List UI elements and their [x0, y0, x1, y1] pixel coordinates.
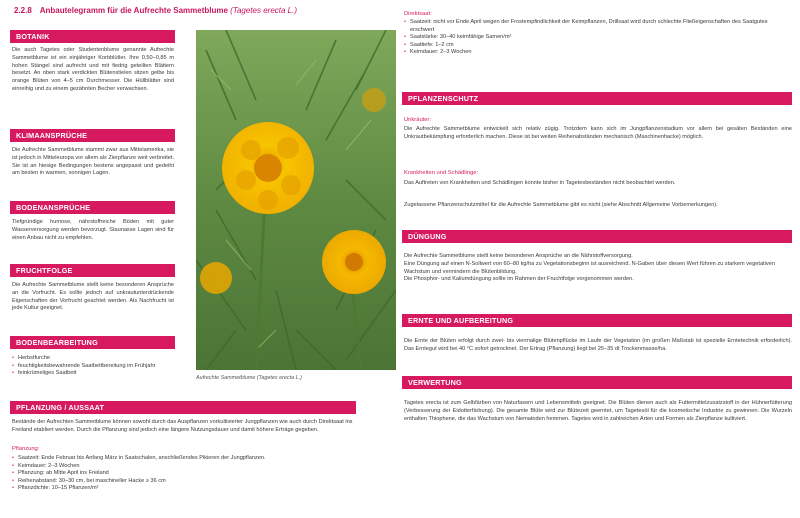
direktsaat-subhead: Direktsaat:	[404, 11, 432, 17]
unkraut-text: Die Aufrechte Sammetblume entwickelt sich relativ zügig. Trotzdem kann sich im Jungpflanzenstadium vor allem bei gesäten Beständen eine Unkrautbekämpfung erforderlich machen. Diese ist bei weiten Reihenabständen mechanisch (Maschinenhacke) möglich.	[404, 126, 792, 140]
list-item: • Keimdauer: 2–3 Wochen	[404, 49, 792, 57]
ernte-text: Die Ernte der Blüten erfolgt durch zwei- bis viermalige Blütenpflücke im Laufe der Vegetation (im großen Maßstab ist spezielle Erntetechnik erforderlich). Das Erntegut wird bei 40 °C sofort getrocknet. Der Ertrag (Pflanzung) liegt bei 25–35 dt Trockenmasse/ha.	[404, 338, 792, 352]
zugelassen-text: Zugelassene Pflanzenschutzmittel für die Aufrechte Sammetblume gibt es nicht (siehe Abschnitt Allgemeine Vorbemerkungen).	[404, 202, 718, 208]
duengung-line: Die Phosphor- und Kaliumdüngung sollte im Rahmen der Fruchtfolge vorgenommen werden.	[404, 276, 634, 283]
section-title-latin: (Tagetes erecta L.)	[230, 6, 298, 15]
duengung-text	[404, 253, 792, 284]
list-item: • feuchtigkeitsbewahrende Saatbettbereitung im Frühjahr	[12, 363, 174, 371]
list-item: • feinkrümeliges Saatbett	[12, 370, 174, 378]
duengung-line: Eine Düngung auf einen N-Sollwert von 60–80 kg/ha zu Vegetationsbeginn ist ausreichend. N-Gaben über diesen Wert führen zu starkem vegetativen Wachstum und vermindern die Blütenbildung.	[404, 260, 775, 275]
klima-heading: KLIMAANSPRÜCHE	[10, 129, 175, 142]
boden-heading: BODENANSPRÜCHE	[10, 201, 175, 214]
list-item: • Keimdauer: 2–3 Wochen	[12, 463, 357, 471]
section-title	[14, 6, 297, 15]
pflanzenschutz-heading: PFLANZENSCHUTZ	[402, 92, 792, 105]
unkraut-subhead: Unkräuter:	[404, 117, 432, 123]
section-number: 2.2.8	[14, 6, 32, 15]
list-item: • Saatzeit: Ende Februar bis Anfang März in Saatschalen, anschließendes Pikieren der Jungpflanzen.	[12, 455, 357, 463]
section-title-text: Anbautelegramm für die Aufrechte Sammetblume	[39, 6, 228, 15]
krankheiten-subhead: Krankheiten und Schädlinge:	[404, 170, 479, 176]
botanik-text: Die auch Tagetes oder Studentenblume genannte Aufrechte Sammetblume ist ein einjähriger Korbblütler. Ihre 0,50–0,85 m hohen Stängel sind aufrecht und mit fiedrig geteilten Blättern besetzt. An oben stark verdickten Blütenstielen sitzen gelbe bis orange Blüten von 4–5 cm Durchmesser. Die Hüllblätter sind einreihig und zu einem gezähnten Becher verwachsen.	[12, 47, 174, 92]
klima-text: Die Aufrechte Sammetblume stammt zwar aus Mittelamerika, sie ist jedoch in Mitteleuropa vor allem als Zierpflanze weit verbreitet. Sie ist an hiesige Bedingungen bestens angepasst und gedeiht am besten in warmen, sonnigen Lagen.	[12, 147, 174, 177]
pflanzung-list	[12, 455, 357, 493]
direktsaat-list	[404, 19, 792, 57]
duengung-line: Die Aufrechte Sammetblume stellt keine besonderen Ansprüche an die Nährstoffversorgung.	[404, 253, 633, 259]
bodenbearbeitung-list	[12, 355, 174, 378]
pflanzung-heading: PFLANZUNG / AUSSAAT	[10, 401, 356, 414]
verwertung-heading: VERWERTUNG	[402, 376, 792, 389]
list-item: • Saatstärke: 30–40 keimfähige Samen/m²	[404, 34, 792, 42]
pflanzung-text: Bestände der Aufrechten Sammetblume können sowohl durch das Auspflanzen vorkultivierter Jungpflanzen wie auch durch Direktsaat ins Freiland etabliert werden. Durch die Pflanzung sind jedoch eine längere Nutzungsdauer und damit höhere Erträge gegeben.	[12, 419, 353, 433]
fruchtfolge-text: Die Aufrechte Sammetblume stellt keine besonderen Ansprüche an die Vorfrucht. Es sollte jedoch auf unkrautunterdrückende Eigenschaften der Vorfrucht geachtet werden. Als Nachfrucht ist jede Kultur geeignet.	[12, 282, 174, 312]
verwertung-text: Tagetes erecta ist zum Gelbfärben von Naturfasern und Lebensmitteln geeignet. Die Blüten dienen auch als Futtermittelzusatzstoff in der Hühnerfütterung (Verbesserung der Eidotterfärbung). Die gesamte Blüte wird zur Blütezeit geerntet, um Tagetesöl für die kosmetische Industrie zu gewinnen. Die Wurzeln enthalten Thiophene, die das Wachstum von Nematoden hemmen. Tagetes wird in zahlreichen Arten und Formen als Zierpflanze kultiviert.	[404, 400, 792, 422]
pflanzung-subhead: Pflanzung:	[12, 446, 40, 452]
boden-text: Tiefgründige humose, nährstoffreiche Böden mit guter Wasserversorgung werden bevorzugt. Staunasse Lagen sind für einen Anbau nicht zu empfehlen.	[12, 219, 174, 241]
list-item: • Saatzeit: nicht vor Ende April wegen der Frostempfindlichkeit der Keimpflanzen, Drillsaat wird durch schlechte Fließeigenschaften des Saatgutes erschwert	[404, 19, 792, 34]
tagetes-photo	[196, 30, 396, 370]
ernte-heading: ERNTE UND AUFBEREITUNG	[402, 314, 792, 327]
photo-caption: Aufrechte Sammetblume (Tagetes erecta L.)	[196, 375, 302, 381]
list-item: • Saattiefe: 1–2 cm	[404, 42, 792, 50]
list-item: • Herbstfurche	[12, 355, 174, 363]
list-item: • Pflanzdichte: 10–15 Pflanzen/m²	[12, 485, 357, 493]
fruchtfolge-heading: FRUCHTFOLGE	[10, 264, 175, 277]
botanik-heading: BOTANIK	[10, 30, 175, 43]
krankheiten-text: Das Auftreten von Krankheiten und Schädlingen konnte bisher in Tagetesbeständen nicht beobachtet werden.	[404, 180, 676, 186]
list-item: • Pflanzung: ab Mitte April ins Freiland	[12, 470, 357, 478]
list-item: • Reihenabstand: 30–30 cm, bei maschineller Hacke ≥ 36 cm	[12, 478, 357, 486]
bodenbearbeitung-heading: BODENBEARBEITUNG	[10, 336, 175, 349]
duengung-heading: DÜNGUNG	[402, 230, 792, 243]
